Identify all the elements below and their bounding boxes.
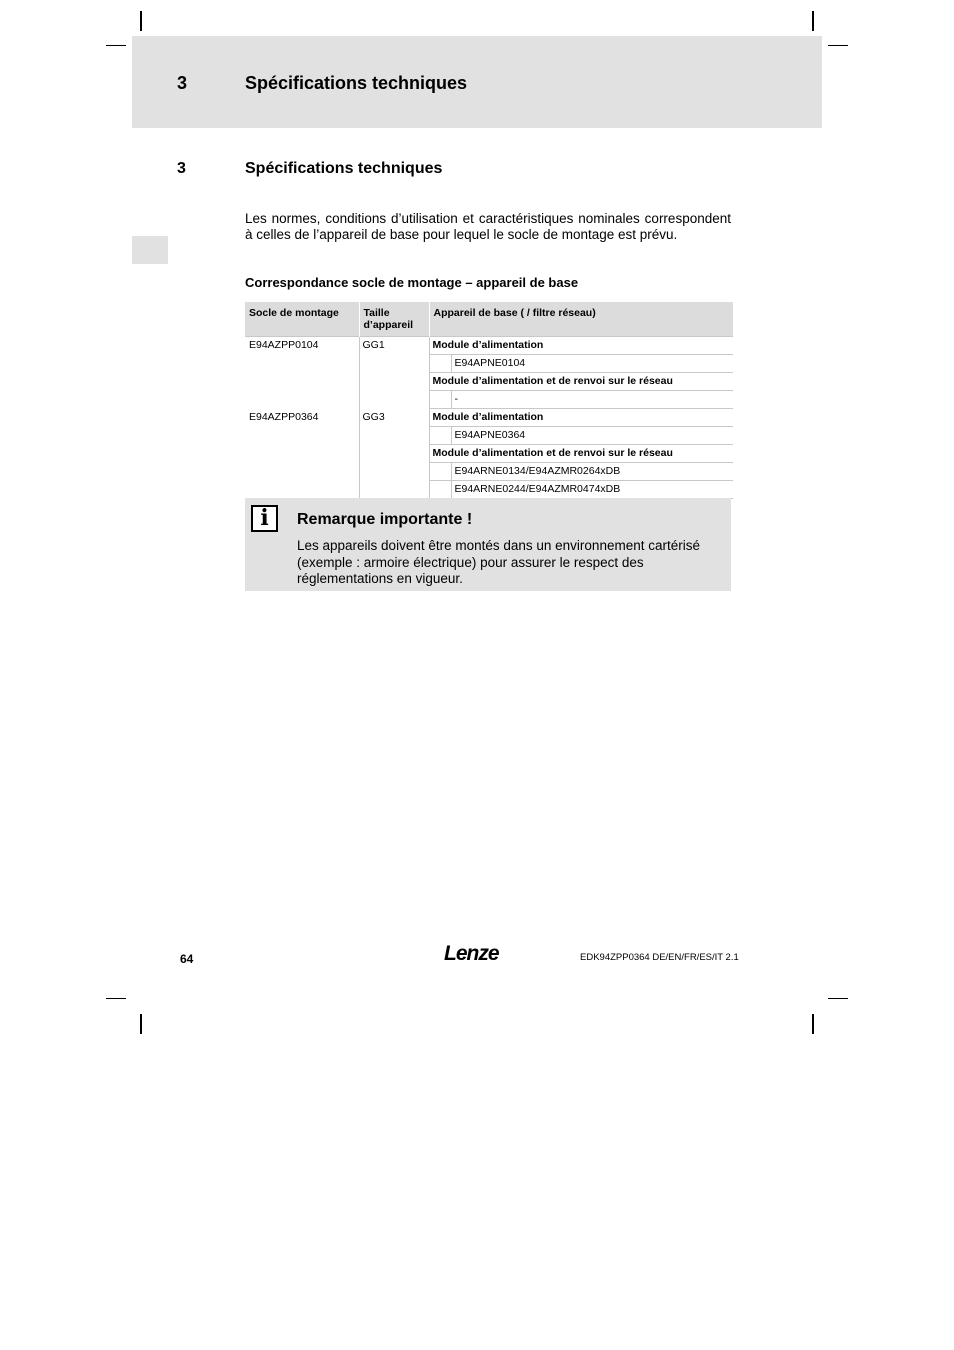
chapter-title: Spécifications techniques: [245, 73, 468, 93]
crop-mark: [140, 11, 142, 31]
mounting-compatibility-table: [245, 302, 733, 499]
page-number: 64: [180, 952, 194, 966]
header-appareil: Appareil de base ( / filtre réseau): [429, 302, 733, 337]
cell-module: Module d’alimentation: [429, 409, 733, 427]
cell-device: E94APNE0364: [451, 427, 733, 445]
cell-taille: GG3: [359, 409, 429, 499]
chapter-header: [132, 36, 822, 128]
indent-cell: [429, 391, 451, 409]
crop-mark: [828, 998, 848, 999]
header-taille: Taille d’appareil: [359, 302, 429, 337]
cell-module: Module d’alimentation et de renvoi sur le réseau: [429, 445, 733, 463]
note-title: Remarque importante !: [297, 511, 473, 528]
cell-socle: E94AZPP0104: [245, 337, 359, 409]
section-number: 3: [177, 160, 186, 177]
crop-mark: [106, 998, 126, 999]
crop-mark: [812, 1014, 814, 1034]
cell-module: Module d’alimentation: [429, 337, 733, 355]
table-row: [245, 337, 733, 355]
info-icon: i: [251, 505, 278, 532]
crop-mark: [812, 11, 814, 31]
header-socle: Socle de montage: [245, 302, 359, 337]
cell-device: E94APNE0104: [451, 355, 733, 373]
note-text: Les appareils doivent être montés dans un environnement cartérisé (exemple : armoire électrique) pour assurer le respect des réglementations en vigueur.: [297, 538, 700, 586]
document-reference: EDK94ZPP0364 DE/EN/FR/ES/IT 2.1: [580, 952, 739, 963]
important-note: [245, 498, 731, 591]
indent-cell: [429, 427, 451, 445]
table-header-row: [245, 302, 733, 337]
cell-device: E94ARNE0134/E94AZMR0264xDB: [451, 463, 733, 481]
table-heading: Correspondance socle de montage – appareil de base: [245, 275, 579, 290]
crop-mark: [106, 45, 126, 46]
table-row: [245, 409, 733, 427]
cell-taille: GG1: [359, 337, 429, 409]
cell-module: Module d’alimentation et de renvoi sur le réseau: [429, 373, 733, 391]
crop-mark: [828, 45, 848, 46]
indent-cell: [429, 463, 451, 481]
chapter-number: 3: [177, 73, 188, 93]
intro-paragraph: Les normes, conditions d’utilisation et caractéristiques nominales correspondent à celles de l’appareil de base pour lequel le socle de montage est prévu.: [245, 211, 731, 242]
section-title: Spécifications techniques: [245, 160, 443, 177]
cell-socle: E94AZPP0364: [245, 409, 359, 499]
crop-mark: [140, 1014, 142, 1034]
cell-device: -: [451, 391, 733, 409]
lenze-logo: Lenze: [444, 942, 499, 965]
indent-cell: [429, 355, 451, 373]
cell-device: E94ARNE0244/E94AZMR0474xDB: [451, 481, 733, 499]
side-tab-marker: [132, 236, 168, 264]
indent-cell: [429, 481, 451, 499]
